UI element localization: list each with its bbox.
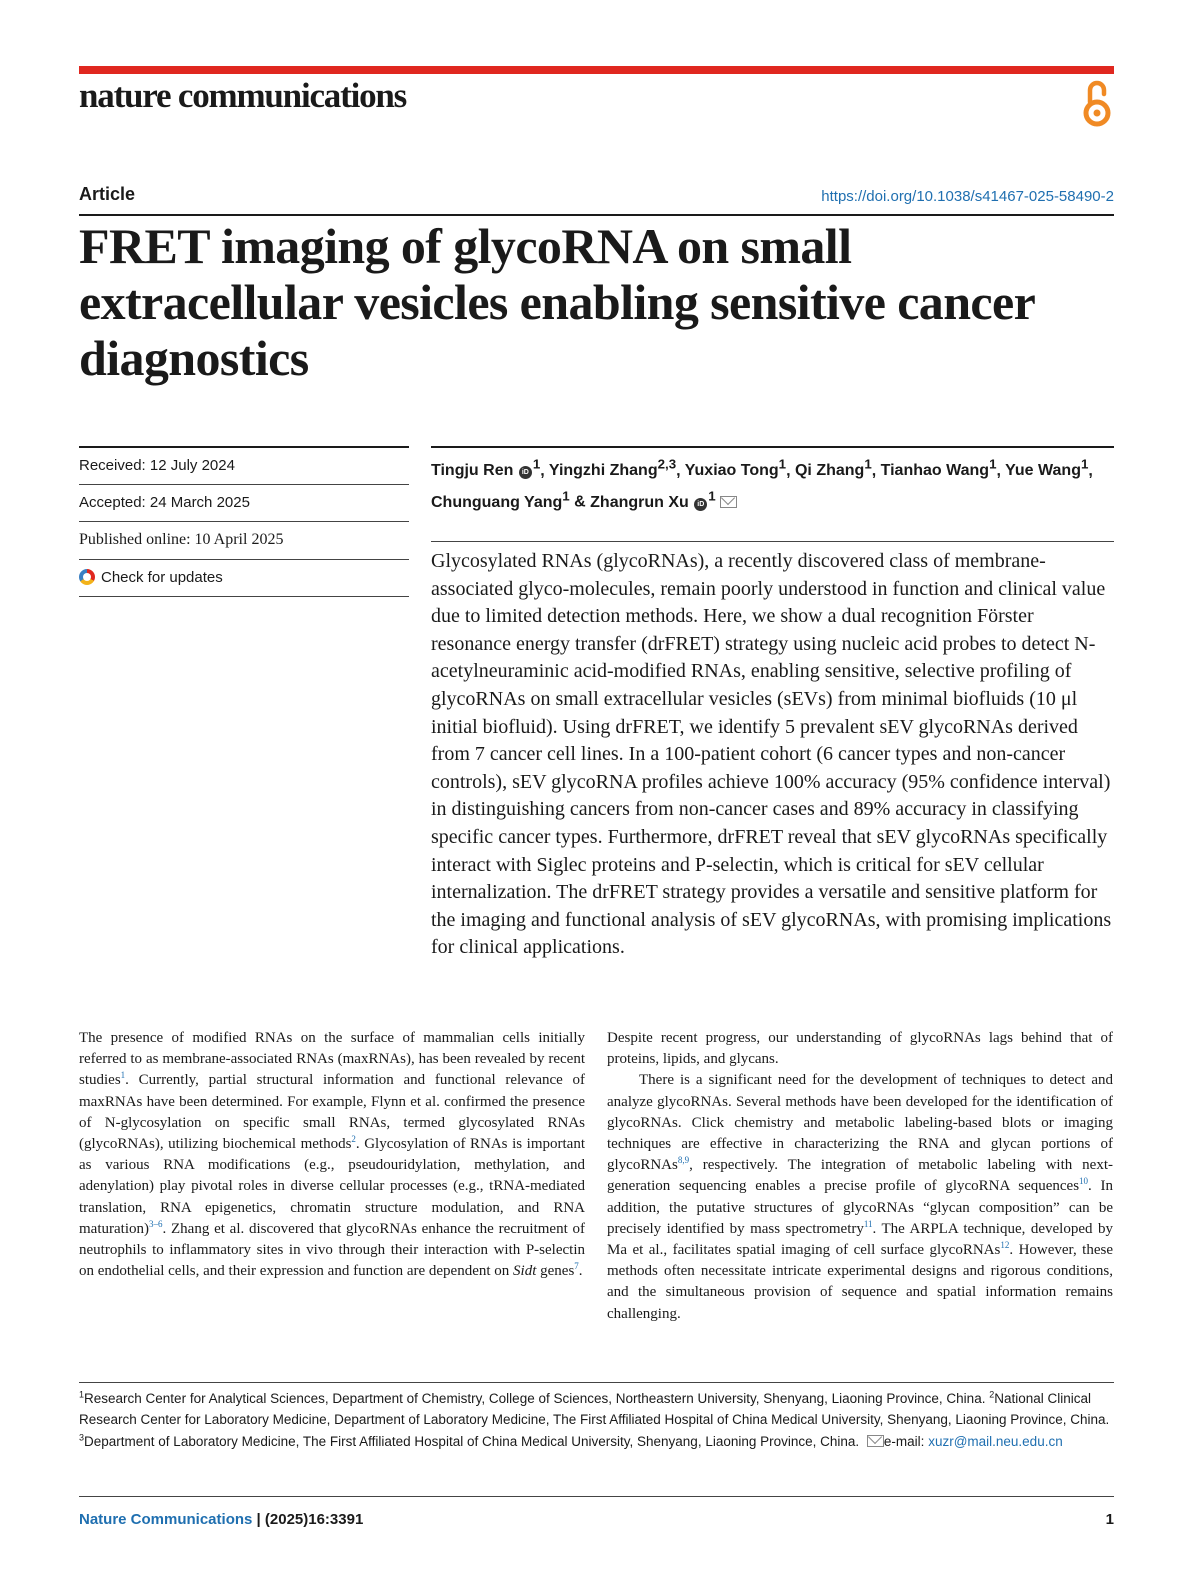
author-list: Tingju Ren $iD^1$, Yingzhi Zhang$^{2,3}$, Yuxiao Tong$^1$, Qi Zhang$^1$, Tianhao Wang$^1$, Yue Wang$^1$, Chunguang Yang$^1$ & Zhangrun Xu $iD^1$	[431, 457, 1093, 511]
citation-reference[interactable]: 12	[1000, 1240, 1010, 1251]
orcid-icon[interactable]: iD	[519, 466, 532, 479]
body-column-left	[79, 1028, 585, 1282]
journal-name: nature communications	[79, 76, 407, 115]
citation-reference[interactable]: 2	[351, 1134, 356, 1145]
author[interactable]	[431, 457, 541, 480]
received-date: Received: 12 July 2024	[79, 446, 409, 484]
abstract: Glycosylated RNAs (glycoRNAs), a recently discovered class of membrane-associated glyco-molecules, remain poorly understood in function and clinical value due to limited detection methods. Here, we show a dual recognition Förster resonance energy transfer (drFRET) strategy using nucleic acid probes to detect N-acetylneuraminic acid-modified RNAs, enabling sensitive, selective profiling of glycoRNAs on small extracellular vesicles (sEVs) from minimal biofluids (10 μl initial biofluid). Using drFRET, we identify 5 prevalent sEV glycoRNAs derived from 7 cancer cell lines. In a 100-patient cohort (6 cancer types and non-cancer controls), sEV glycoRNA profiles achieve 100% accuracy (95% confidence interval) in distinguishing cancers from non-cancer cases and 89% accuracy in classifying specific cancer types. Furthermore, drFRET reveal that sEV glycoRNAs specifically interact with Siglec proteins and P-selectin, which is critical for sEV cellular internalization. The drFRET strategy provides a versatile and sensitive platform for the imaging and functional analysis of sEV glycoRNAs, with promising implications for clinical applications.	[431, 550, 1112, 959]
citation-reference[interactable]: 3–6	[148, 1218, 163, 1229]
author-name[interactable]: Zhangrun Xu	[590, 493, 689, 511]
check-for-updates-label: Check for updates	[101, 569, 223, 586]
open-access-icon[interactable]	[1080, 78, 1114, 128]
doi-link[interactable]: https://doi.org/10.1038/s41467-025-58490-2	[821, 188, 1114, 205]
title-divider	[79, 214, 1114, 216]
affiliations-divider	[79, 1382, 1114, 1383]
author-name[interactable]: Chunguang Yang	[431, 493, 563, 511]
accepted-date: Accepted: 24 March 2025	[79, 484, 409, 521]
citation-reference[interactable]: 10	[1079, 1176, 1089, 1187]
author-name[interactable]: Yuxiao Tong	[684, 462, 779, 480]
check-for-updates-button[interactable]	[79, 559, 409, 597]
author-name[interactable]: Yingzhi Zhang	[548, 462, 658, 480]
author-name[interactable]: Qi Zhang	[794, 462, 865, 480]
email-label: e-mail:	[883, 1433, 929, 1449]
italic-term: Sidt	[513, 1263, 537, 1280]
author-affiliation-number: 1	[778, 457, 787, 472]
author-affiliation-number: 2,3	[657, 457, 677, 472]
author[interactable]	[880, 457, 997, 480]
article-type: Article	[79, 184, 136, 204]
citation-reference[interactable]: 7	[574, 1261, 579, 1272]
author-affiliation-number: 1	[1080, 457, 1089, 472]
abstract-divider	[431, 541, 1114, 542]
author-name[interactable]: Yue Wang	[1005, 462, 1081, 480]
author-affiliation-number: 1	[532, 457, 541, 472]
affiliation: $^3$Department of Laboratory Medicine, The First Affiliated Hospital of China Medical University, Shenyang, Liaoning Province, China.	[79, 1432, 863, 1449]
footer-citation	[79, 1511, 363, 1528]
author-affiliation-number: 1	[562, 488, 570, 504]
citation-reference[interactable]: 8,9	[677, 1155, 690, 1166]
authors-divider	[431, 446, 1114, 448]
author-affiliation-number: 1	[989, 457, 997, 472]
citation-reference[interactable]: 11	[863, 1218, 873, 1229]
author[interactable]	[1005, 457, 1089, 480]
email-icon	[867, 1435, 884, 1447]
corresponding-email-link[interactable]: xuzr@mail.neu.edu.cn	[928, 1433, 1063, 1449]
affiliation-number: 2	[989, 1389, 995, 1400]
citation-reference[interactable]: 1	[120, 1070, 126, 1081]
body-column-right	[607, 1028, 1113, 1325]
footer-journal-link[interactable]: Nature Communications	[79, 1511, 253, 1528]
author[interactable]	[548, 457, 677, 480]
affiliations	[79, 1388, 1114, 1452]
author-affiliation-number: 1	[708, 488, 716, 504]
affiliation: $^1$Research Center for Analytical Sciences, Department of Chemistry, College of Sciences, Northeastern University, Shenyang, Liaoning Province, China.	[79, 1389, 990, 1406]
published-date: Published online: 10 April 2025	[79, 521, 409, 559]
body-paragraph: The presence of modified RNAs on the surface of mammalian cells initially referred to as membrane-associated RNAs (maxRNAs), has been revealed by recent studies$^1$. Currently, partial structural information and functional relevance of maxRNAs have been determined. For example, Flynn et al. confirmed the presence of N-glycosylation on specific small RNAs, termed glycosylated RNAs (glycoRNAs), utilizing biochemical methods$^2$. Glycosylation of RNAs is important as various RNA modifications (e.g., pseudouridylation, methylation, and adenylation) play pivotal roles in diverse cellular processes (e.g., tRNA-mediated translation, RNA epigenetics, chromatin structure modulation, and RNA maturation)$^{3-6}$. Zhang et al. discovered that glycoRNAs enhance the recruitment of neutrophils to inflammatory sites in vivo through their interaction with P-selectin on endothelial cells, and their expression and function are dependent on Sidt genes$^7$.	[79, 1030, 585, 1280]
article-title: FRET imaging of glycoRNA on small extracellular vesicles enabling sensitive cancer diagnostics	[79, 218, 1035, 386]
orcid-icon[interactable]: iD	[694, 498, 707, 511]
body-paragraph: Despite recent progress, our understanding of glycoRNAs lags behind that of proteins, lipids, and glycans.	[607, 1030, 1113, 1068]
author[interactable]	[431, 488, 570, 511]
publication-dates	[79, 446, 409, 597]
footer-divider	[79, 1496, 1114, 1497]
author-name[interactable]: Tianhao Wang	[880, 462, 990, 480]
author[interactable]	[590, 488, 737, 511]
author-affiliation-number: 1	[864, 457, 872, 472]
top-accent-bar	[79, 66, 1114, 74]
footer-volume: | (2025)16:3391	[252, 1511, 364, 1528]
affiliation: $^2$National Clinical Research Center for Laboratory Medicine, Department of Laboratory Medicine, The First Affiliated Hospital of China Medical University, Shenyang, Liaoning Province, China.	[79, 1389, 1110, 1428]
affiliation-number: 1	[79, 1389, 85, 1400]
body-paragraph: There is a significant need for the development of techniques to detect and analyze glycoRNAs. Several methods have been developed for the identification of glycoRNAs. Click chemistry and metabolic labeling-based blots or imaging techniques are effective in characterizing the RNA and glycan portions of glycoRNAs$^{8,9}$, respectively. The integration of metabolic labeling with next-generation sequencing enables a precise profile of glycoRNA sequences$^{10}$. In addition, the putative structures of glycoRNAs “glycan composition” can be precisely identified by mass spectrometry$^{11}$. The ARPLA technique, developed by Ma et al., facilitates spatial imaging of cell surface glycoRNAs$^{12}$. However, these methods often necessitate intricate experimental designs and rigorous conditions, and the simultaneous provision of sequence and spatial information remains challenging.	[607, 1072, 1114, 1322]
affiliation-number: 3	[79, 1432, 85, 1443]
author[interactable]	[794, 457, 872, 480]
check-for-updates-icon	[79, 569, 95, 585]
author-name[interactable]: Tingju Ren	[431, 462, 514, 480]
author[interactable]	[684, 457, 787, 480]
page-number: 1	[1105, 1511, 1114, 1528]
email-icon[interactable]	[720, 496, 737, 508]
